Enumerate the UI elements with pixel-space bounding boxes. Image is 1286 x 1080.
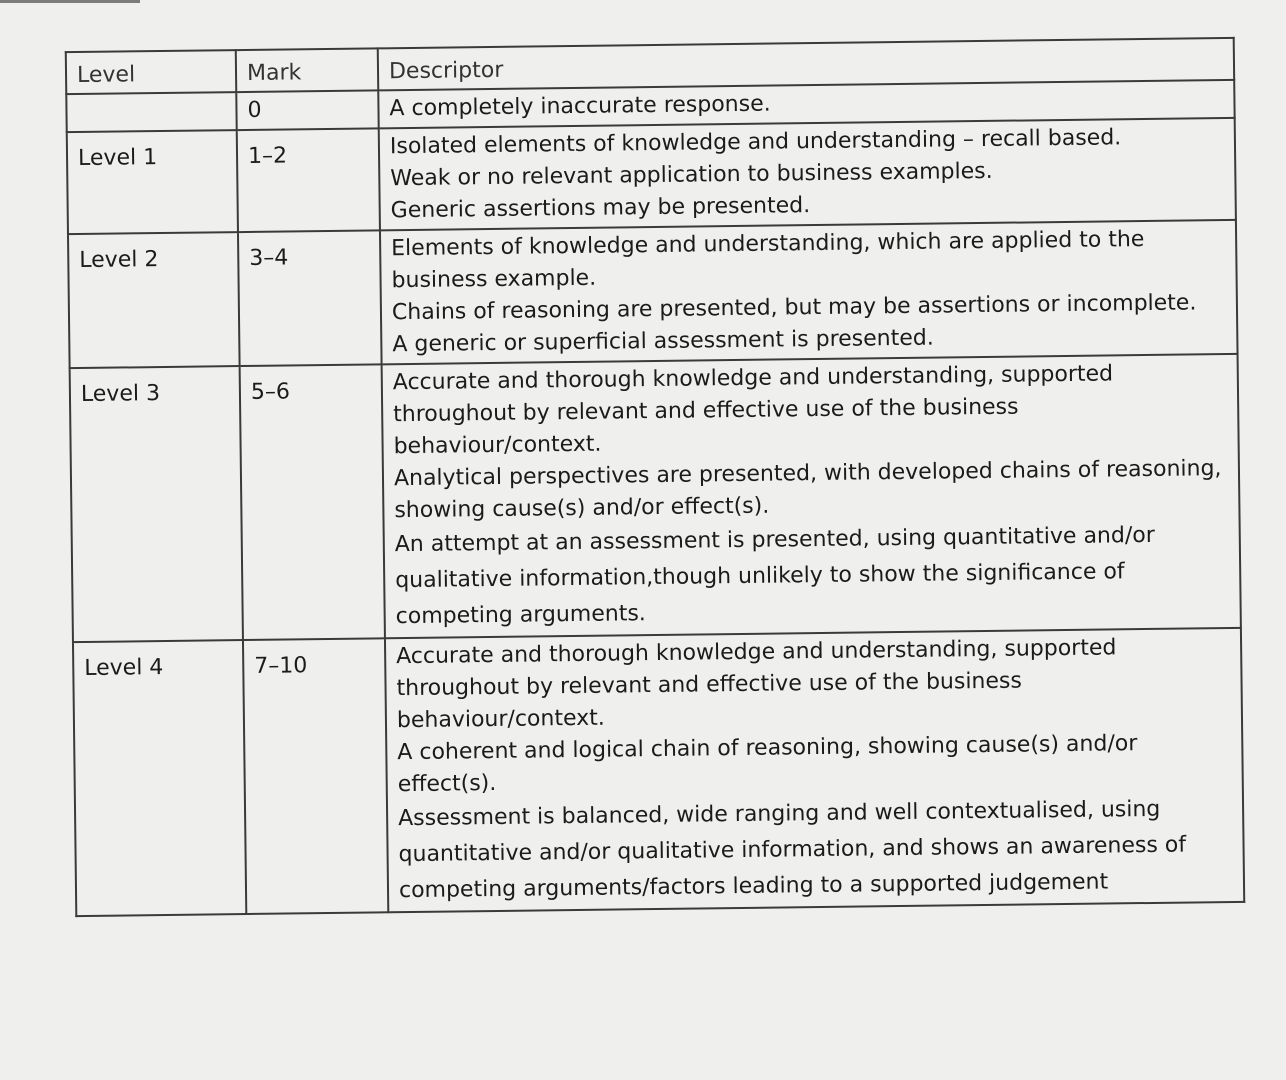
header-mark: Mark <box>236 48 379 92</box>
descriptor-line: Accurate and thorough knowledge and understanding, supported throughout by relevant and effective use of the business behaviour/context. <box>396 635 1117 734</box>
mark-cell: 0 <box>236 90 378 130</box>
level-cell: Level 4 <box>73 640 246 916</box>
levels-table <box>65 37 1245 917</box>
header-level: Level <box>66 50 237 94</box>
descriptor-line: A generic or superficial assessment is presented. <box>392 325 934 358</box>
descriptor-cell <box>380 220 1238 364</box>
descriptor-line: Analytical perspectives are presented, with developed chains of reasoning, showing cause(s) and/or effect(s). <box>393 456 1222 524</box>
table-row-level-2 <box>68 220 1238 368</box>
level-cell: Level 1 <box>67 130 238 234</box>
level-cell: Level 3 <box>70 366 243 642</box>
table-row-level-4 <box>73 628 1244 916</box>
header-descriptor: Descriptor <box>378 38 1234 90</box>
level-cell: Level 2 <box>68 232 240 368</box>
descriptor-line: A coherent and logical chain of reasoning, showing cause(s) and/or effect(s). <box>397 731 1138 798</box>
descriptor-line: A completely inaccurate response. <box>389 91 771 122</box>
descriptor-line: Assessment is balanced, wide ranging and well contextualised, using quantitative and/or qualitative information, and shows an awareness of competing arguments/factors leading to a supported judgement <box>398 796 1187 904</box>
descriptor-line: Isolated elements of knowledge and understanding – recall based. <box>389 125 1122 160</box>
descriptor-cell <box>385 628 1244 912</box>
level-cell <box>66 92 236 132</box>
mark-scheme-sheet <box>65 37 1245 917</box>
descriptor-line: Chains of reasoning are presented, but may be assertions or incomplete. <box>391 290 1197 326</box>
table-row-level-1 <box>67 118 1236 234</box>
mark-cell: 7–10 <box>243 638 388 914</box>
descriptor-line: Elements of knowledge and understanding, which are applied to the business example. <box>391 227 1145 294</box>
mark-cell: 3–4 <box>238 230 382 366</box>
table-row-level-3 <box>70 354 1241 642</box>
mark-cell: 1–2 <box>237 128 380 232</box>
descriptor-line: Weak or no relevant application to business examples. <box>390 158 993 192</box>
mark-cell: 5–6 <box>240 364 385 640</box>
scan-edge-mark <box>0 0 140 3</box>
descriptor-line: Generic assertions may be presented. <box>390 193 811 224</box>
descriptor-line: Accurate and thorough knowledge and understanding, supported throughout by relevant and effective use of the business behaviour/context. <box>392 361 1114 460</box>
descriptor-line: An attempt at an assessment is presented, using quantitative and/or qualitative information,though unlikely to show the significance of competing arguments. <box>394 522 1155 630</box>
descriptor-cell <box>379 118 1236 230</box>
descriptor-cell <box>382 354 1241 638</box>
